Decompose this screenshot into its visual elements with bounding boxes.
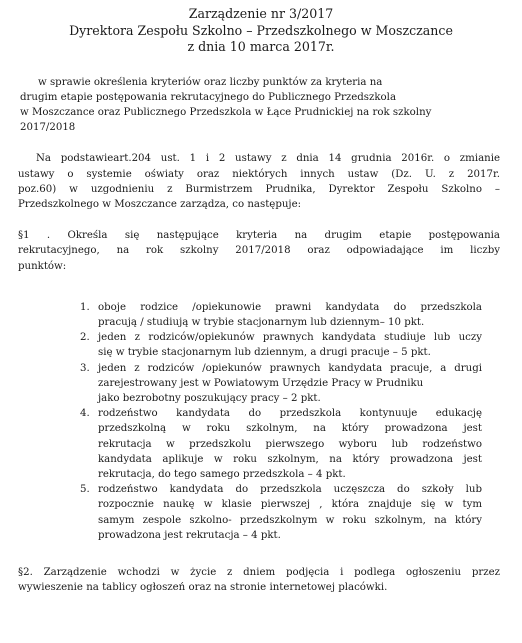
criteria-number: 1. — [80, 301, 90, 313]
basis-line: ustawy o systemie oświaty oraz niektórych innych ustaw (Dz. U. z 2017r. — [18, 168, 500, 180]
criteria-line: zarejestrowany jest w Powiatowym Urzędzie Pracy w Prudniku — [98, 377, 424, 389]
criteria-line: pracują / studiują w trybie stacjonarnym lub dziennym– 10 pkt. — [98, 316, 425, 328]
criteria-item — [82, 406, 504, 482]
criteria-line: jako bezrobotny poszukujący pracy – 2 pkt. — [98, 392, 321, 404]
criteria-item — [82, 330, 504, 360]
section-1-line: §1 . Określa się następujące kryteria na drugim etapie postępowania — [18, 230, 500, 242]
section-2-line: wywieszenie na tablicy ogłoszeń oraz na stronie internetowej placówki. — [18, 582, 388, 594]
criteria-line: rekrutacja w przedszkolu pierwszego wyboru lub rodzeństwo — [98, 438, 482, 450]
criteria-line: prowadzona jest rekrutacja – 4 pkt. — [98, 529, 281, 541]
criteria-item — [82, 361, 504, 407]
criteria-item — [82, 482, 504, 543]
section-1-line: punktów: — [18, 260, 67, 272]
criteria-number: 3. — [80, 362, 90, 374]
subject-line: w Moszczance oraz Publicznego Przedszkola w Łące Prudnickiej na rok szkolny — [20, 106, 432, 118]
basis-line: Przedszkolnego w Moszczance zarządza, co następuje: — [18, 198, 302, 210]
criteria-number: 2. — [80, 332, 90, 344]
section-1-paragraph — [18, 228, 504, 274]
criteria-number: 4. — [80, 408, 90, 420]
order-date: z dnia 10 marca 2017r. — [187, 39, 335, 54]
legal-basis-paragraph — [18, 151, 504, 212]
issuer: Dyrektora Zespołu Szkolno – Przedszkolnego w Moszczance — [69, 22, 453, 38]
section-2-line: §2. Zarządzenie wchodzi w życie z dniem podjęcia i podlega ogłoszeniu przez — [18, 566, 500, 578]
basis-line: Na podstawieart.204 ust. 1 i 2 ustawy z dnia 14 grudnia 2016r. o zmianie — [36, 153, 500, 165]
subject-line: w sprawie określenia kryteriów oraz liczby punktów za kryteria na — [38, 76, 383, 88]
criteria-item — [82, 300, 504, 330]
criteria-line: się w trybie stacjonarnym lub dziennym, a drugi pracuje – 5 pkt. — [98, 347, 431, 359]
criteria-line: kandydata aplikuje w roku szkolnym, na który prowadzona jest — [98, 453, 482, 465]
criteria-line: oboje rodzice /opiekunowie prawni kandydata do przedszkola — [98, 301, 482, 313]
criteria-line: jeden z rodziców/opiekunów prawnych kandydata studiuje lub uczy — [98, 332, 482, 344]
criteria-list — [18, 300, 504, 543]
subject-paragraph — [18, 75, 504, 136]
criteria-line: rodzeństwo kandydata do przedszkola kontynuuje edukację — [98, 408, 482, 420]
criteria-line: rekrutacja, do tego samego przedszkola – 4 pkt. — [98, 468, 346, 480]
criteria-line: rodzeństwo kandydata do przedszkola uczęszcza do szkoły lub — [98, 484, 482, 496]
basis-line: poz.60) w uzgodnieniu z Burmistrzem Prudnika, Dyrektor Zespołu Szkolno – — [18, 183, 500, 195]
document-header — [18, 6, 504, 56]
criteria-line: przedszkolną w roku szkolnym, na który prowadzona jest — [98, 423, 482, 435]
subject-line: 2017/2018 — [20, 122, 76, 134]
criteria-number: 5. — [80, 484, 90, 496]
criteria-line: samym zespole szkolno- przedszkolnym w roku szkolnym, na który — [98, 514, 482, 526]
section-2-paragraph — [18, 565, 504, 595]
criteria-line: jeden z rodziców /opiekunów prawnych kandydata pracuje, a drugi — [98, 362, 482, 374]
criteria-line: rozpocznie naukę w klasie pierwszej , która znajduje się w tym — [98, 499, 482, 511]
order-number: Zarządzenie nr 3/2017 — [188, 6, 334, 21]
section-1-line: rekrutacyjnego, na rok szkolny 2017/2018 oraz odpowiadające im liczby — [18, 245, 500, 257]
subject-line: drugim etapie postępowania rekrutacyjnego do Publicznego Przedszkola — [20, 91, 397, 103]
